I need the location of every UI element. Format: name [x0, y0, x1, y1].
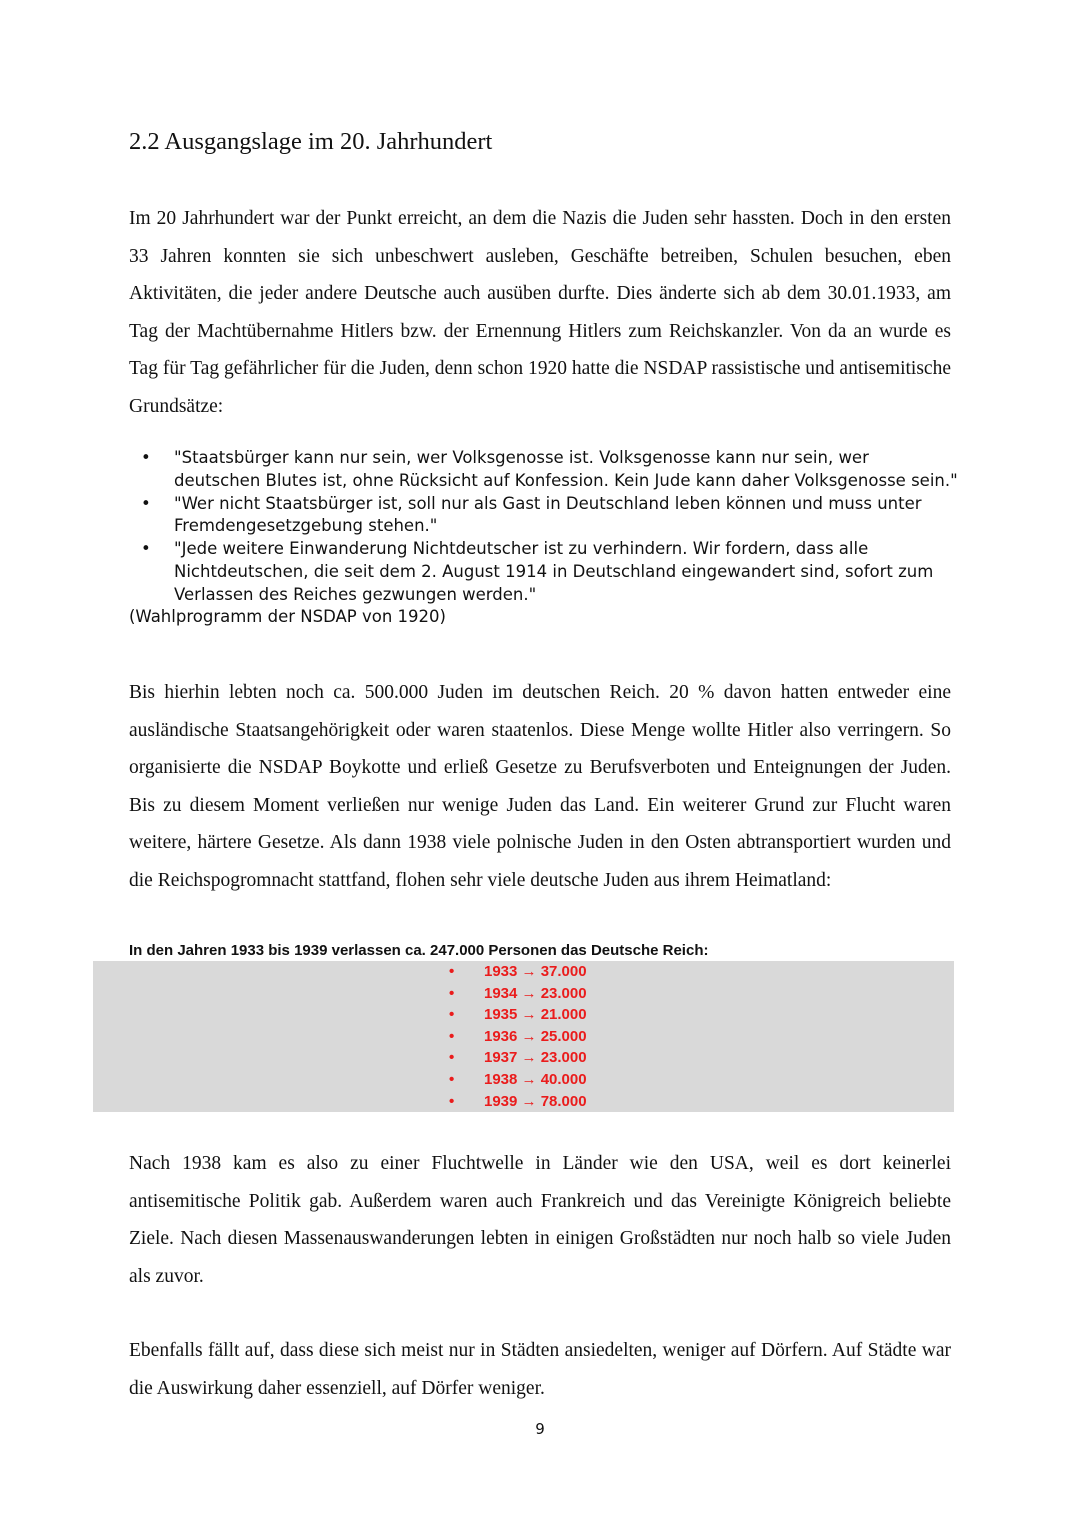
bullet-icon: •	[141, 493, 151, 513]
paragraph-cities: Ebenfalls fällt auf, dass diese sich meist nur in Städten ansiedelten, weniger auf Dörfern. Auf Städte war die Auswirkung daher essenziell, auf Dörfer weniger.	[129, 1340, 951, 1399]
bullet-icon: •	[449, 1049, 455, 1067]
bullet-icon: •	[141, 539, 151, 559]
quote-item	[129, 447, 959, 493]
paragraph-flight-wave: Nach 1938 kam es also zu einer Fluchtwelle in Länder wie den USA, weil es dort keinerlei antisemitische Politik gab. Außerdem waren auch Frankreich und das Vereinigte Königreich beliebte Ziele. Nach diesen Massenauswanderungen lebten in einigen Großstädten nur noch halb so viele Juden als zuvor.	[129, 1153, 951, 1287]
emigration-item	[449, 1026, 587, 1048]
emigration-title: In den Jahren 1933 bis 1939 verlassen ca. 247.000 Personen das Deutsche Reich:	[129, 942, 709, 959]
section-heading: 2.2 Ausgangslage im 20. Jahrhundert	[129, 128, 493, 155]
emigration-list	[449, 961, 587, 1112]
emigration-item	[449, 1004, 587, 1026]
quote-item	[129, 493, 959, 539]
emigration-item-text: 1934 → 23.000	[484, 984, 587, 1002]
emigration-item	[449, 1091, 587, 1113]
quote-text: "Jede weitere Einwanderung Nichtdeutscher ist zu verhindern. Wir fordern, dass alle Nichtdeutschen, die seit dem 2. August 1914 in Deutschland eingewandert sind, sofort zum Verlassen des Reiches gezwungen werden."	[174, 539, 934, 604]
bullet-icon: •	[449, 984, 455, 1002]
emigration-item	[449, 1069, 587, 1091]
emigration-item	[449, 1047, 587, 1069]
emigration-item-text: 1937 → 23.000	[484, 1049, 587, 1067]
bullet-icon: •	[449, 963, 455, 980]
quote-source: (Wahlprogramm der NSDAP von 1920)	[129, 607, 446, 626]
nsdap-quote-list	[129, 447, 959, 607]
page-number: 9	[535, 1420, 545, 1438]
bullet-icon: •	[449, 1027, 455, 1045]
quote-item	[129, 538, 959, 606]
quote-text: "Wer nicht Staatsbürger ist, soll nur als Gast in Deutschland leben können und muss unter Fremdengesetzgebung stehen."	[174, 493, 922, 536]
paragraph-intro: Im 20 Jahrhundert war der Punkt erreicht, an dem die Nazis die Juden sehr hassten. Doch in den ersten 33 Jahren konnten sie sich unbeschwert ausleben, Geschäfte betreiben, Schulen besuchen, eben Aktivitäten, die jeder andere Deutsche auch ausüben durfte. Dies änderte sich ab dem 30.01.1933, am Tag der Machtübernahme Hitlers bzw. der Ernennung Hitlers zum Reichskanzler. Von da an wurde es Tag für Tag gefährlicher für die Juden, denn schon 1920 hatte die NSDAP rassistische und antisemitische Grundsätze:	[129, 208, 951, 417]
emigration-item-text: 1935 → 21.000	[484, 1006, 587, 1024]
bullet-icon: •	[449, 1006, 455, 1024]
bullet-icon: •	[141, 448, 151, 467]
emigration-item	[449, 983, 587, 1005]
bullet-icon: •	[449, 1070, 455, 1088]
emigration-item-text: 1936 → 25.000	[484, 1027, 587, 1045]
bullet-icon: •	[449, 1092, 455, 1110]
emigration-item-text: 1939 → 78.000	[484, 1092, 587, 1110]
paragraph-population: Bis hierhin lebten noch ca. 500.000 Juden im deutschen Reich. 20 % davon hatten entweder eine ausländische Staatsangehörigkeit oder waren staatenlos. Diese Menge wollte Hitler also verringern. So organisierte die NSDAP Boykotte und erließ Gesetze zu Berufsverboten und Enteignungen der Juden. Bis zu diesem Moment verließen nur wenige Juden das Land. Ein weiterer Grund zur Flucht waren weitere, härtere Gesetze. Als dann 1938 viele polnische Juden in den Osten abtransportiert wurden und die Reichspogromnacht stattfand, flohen sehr viele deutsche Juden aus ihrem Heimatland:	[129, 682, 951, 891]
emigration-item	[449, 961, 587, 983]
quote-text: "Staatsbürger kann nur sein, wer Volksgenosse ist. Volksgenosse kann nur sein, wer deutschen Blutes ist, ohne Rücksicht auf Konfession. Kein Jude kann daher Volksgenosse sein."	[174, 448, 958, 490]
emigration-item-text: 1938 → 40.000	[484, 1070, 587, 1088]
emigration-item-text: 1933 → 37.000	[484, 963, 587, 980]
